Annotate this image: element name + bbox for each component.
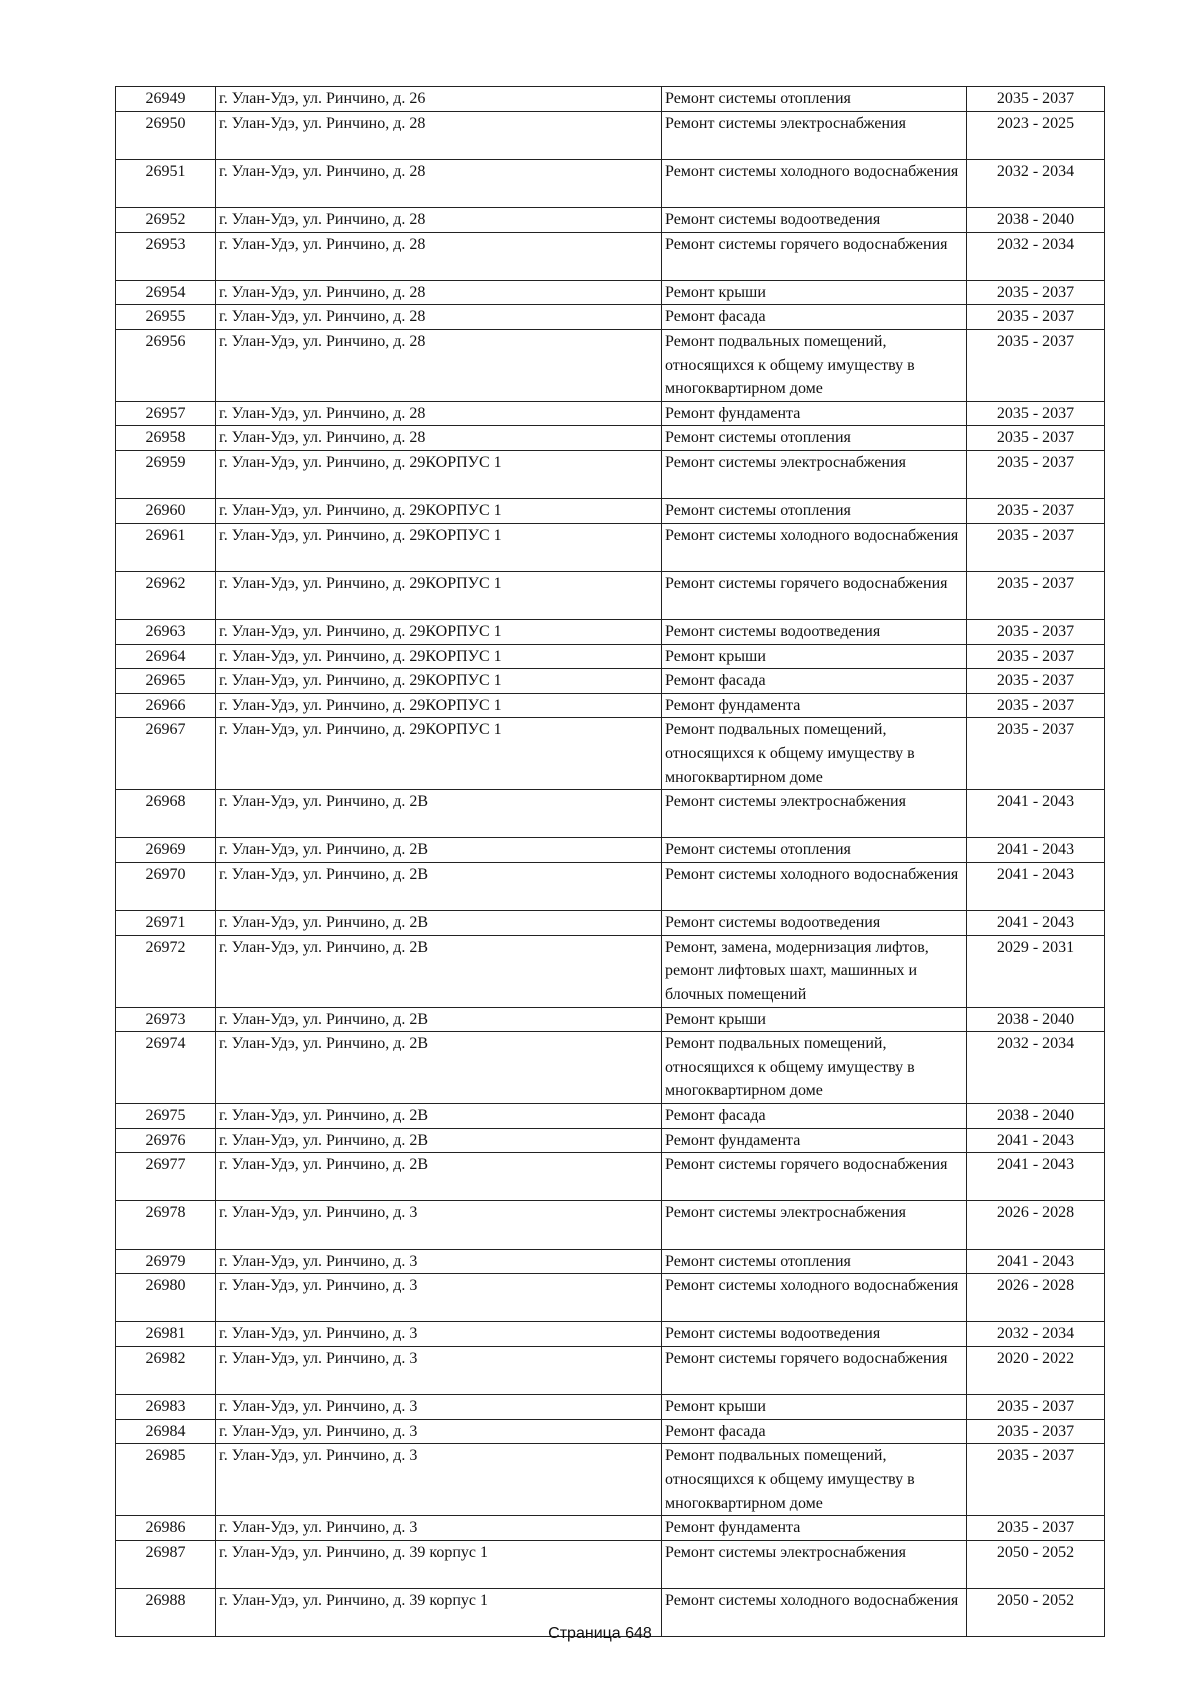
- table-row: [116, 1346, 1105, 1394]
- table-row: [116, 1201, 1105, 1249]
- repair-schedule-table: [115, 86, 1105, 1637]
- table-row: [116, 1419, 1105, 1444]
- row-address: г. Улан-Удэ, ул. Ринчино, д. 28: [216, 111, 662, 159]
- row-period: 2035 - 2037: [967, 280, 1105, 305]
- table-row: [116, 1249, 1105, 1274]
- row-work-type: Ремонт системы холодного водоснабжения: [662, 159, 967, 207]
- table-row: [116, 1540, 1105, 1588]
- row-period: 2041 - 2043: [967, 1153, 1105, 1201]
- row-address: г. Улан-Удэ, ул. Ринчино, д. 29КОРПУС 1: [216, 450, 662, 498]
- row-address: г. Улан-Удэ, ул. Ринчино, д. 28: [216, 426, 662, 451]
- row-work-type: Ремонт системы электроснабжения: [662, 450, 967, 498]
- row-address: г. Улан-Удэ, ул. Ринчино, д. 39 корпус 1: [216, 1588, 662, 1636]
- row-work-type: Ремонт системы отопления: [662, 499, 967, 524]
- row-period: 2032 - 2034: [967, 1322, 1105, 1347]
- row-number: 26981: [116, 1322, 216, 1347]
- row-period: 2041 - 2043: [967, 838, 1105, 863]
- row-work-type: Ремонт крыши: [662, 280, 967, 305]
- row-address: г. Улан-Удэ, ул. Ринчино, д. 3: [216, 1419, 662, 1444]
- table-row: [116, 790, 1105, 838]
- row-number: 26966: [116, 693, 216, 718]
- row-work-type: Ремонт системы электроснабжения: [662, 1201, 967, 1249]
- row-work-type: Ремонт фундамента: [662, 693, 967, 718]
- row-address: г. Улан-Удэ, ул. Ринчино, д. 2В: [216, 863, 662, 911]
- table-row: [116, 232, 1105, 280]
- row-address: г. Улан-Удэ, ул. Ринчино, д. 26: [216, 87, 662, 112]
- row-period: 2050 - 2052: [967, 1588, 1105, 1636]
- row-number: 26964: [116, 644, 216, 669]
- row-work-type: Ремонт системы горячего водоснабжения: [662, 232, 967, 280]
- row-period: 2035 - 2037: [967, 1516, 1105, 1541]
- row-work-type: Ремонт фундамента: [662, 1128, 967, 1153]
- row-number: 26949: [116, 87, 216, 112]
- row-number: 26965: [116, 669, 216, 694]
- row-address: г. Улан-Удэ, ул. Ринчино, д. 29КОРПУС 1: [216, 571, 662, 619]
- row-work-type: Ремонт системы водоотведения: [662, 1322, 967, 1347]
- row-number: 26960: [116, 499, 216, 524]
- row-address: г. Улан-Удэ, ул. Ринчино, д. 2В: [216, 1032, 662, 1104]
- row-number: 26963: [116, 620, 216, 645]
- row-number: 26972: [116, 935, 216, 1007]
- row-period: 2020 - 2022: [967, 1346, 1105, 1394]
- row-period: 2035 - 2037: [967, 426, 1105, 451]
- row-address: г. Улан-Удэ, ул. Ринчино, д. 3: [216, 1201, 662, 1249]
- row-work-type: Ремонт фасада: [662, 669, 967, 694]
- row-work-type: Ремонт системы водоотведения: [662, 911, 967, 936]
- row-address: г. Улан-Удэ, ул. Ринчино, д. 29КОРПУС 1: [216, 669, 662, 694]
- table-row: [116, 450, 1105, 498]
- table-row: [116, 305, 1105, 330]
- row-address: г. Улан-Удэ, ул. Ринчино, д. 2В: [216, 838, 662, 863]
- row-number: 26956: [116, 329, 216, 401]
- row-period: 2050 - 2052: [967, 1540, 1105, 1588]
- row-address: г. Улан-Удэ, ул. Ринчино, д. 28: [216, 207, 662, 232]
- row-number: 26954: [116, 280, 216, 305]
- row-work-type: Ремонт крыши: [662, 1395, 967, 1420]
- row-period: 2041 - 2043: [967, 790, 1105, 838]
- row-work-type: Ремонт системы горячего водоснабжения: [662, 1346, 967, 1394]
- row-work-type: Ремонт фундамента: [662, 1516, 967, 1541]
- row-period: 2026 - 2028: [967, 1201, 1105, 1249]
- row-period: 2038 - 2040: [967, 207, 1105, 232]
- row-work-type: Ремонт подвальных помещений, относящихся к общему имуществу в многоквартирном доме: [662, 718, 967, 790]
- row-number: 26962: [116, 571, 216, 619]
- table-row: [116, 280, 1105, 305]
- row-address: г. Улан-Удэ, ул. Ринчино, д. 2В: [216, 1104, 662, 1129]
- row-period: 2035 - 2037: [967, 87, 1105, 112]
- row-address: г. Улан-Удэ, ул. Ринчино, д. 39 корпус 1: [216, 1540, 662, 1588]
- row-work-type: Ремонт системы отопления: [662, 426, 967, 451]
- row-work-type: Ремонт системы холодного водоснабжения: [662, 1274, 967, 1322]
- row-address: г. Улан-Удэ, ул. Ринчино, д. 29КОРПУС 1: [216, 523, 662, 571]
- row-number: 26952: [116, 207, 216, 232]
- row-address: г. Улан-Удэ, ул. Ринчино, д. 29КОРПУС 1: [216, 499, 662, 524]
- row-number: 26958: [116, 426, 216, 451]
- row-work-type: Ремонт системы электроснабжения: [662, 111, 967, 159]
- row-address: г. Улан-Удэ, ул. Ринчино, д. 3: [216, 1346, 662, 1394]
- row-period: 2035 - 2037: [967, 718, 1105, 790]
- row-period: 2029 - 2031: [967, 935, 1105, 1007]
- row-period: 2035 - 2037: [967, 329, 1105, 401]
- table-row: [116, 159, 1105, 207]
- row-number: 26979: [116, 1249, 216, 1274]
- row-work-type: Ремонт системы холодного водоснабжения: [662, 523, 967, 571]
- row-period: 2041 - 2043: [967, 1128, 1105, 1153]
- row-number: 26953: [116, 232, 216, 280]
- row-work-type: Ремонт системы горячего водоснабжения: [662, 571, 967, 619]
- page-number: Страница 648: [548, 1625, 652, 1642]
- row-period: 2035 - 2037: [967, 450, 1105, 498]
- row-period: 2035 - 2037: [967, 669, 1105, 694]
- row-address: г. Улан-Удэ, ул. Ринчино, д. 28: [216, 280, 662, 305]
- row-period: 2032 - 2034: [967, 232, 1105, 280]
- row-period: 2041 - 2043: [967, 863, 1105, 911]
- table-row: [116, 620, 1105, 645]
- row-address: г. Улан-Удэ, ул. Ринчино, д. 28: [216, 401, 662, 426]
- table-row: [116, 87, 1105, 112]
- row-address: г. Улан-Удэ, ул. Ринчино, д. 3: [216, 1249, 662, 1274]
- table-row: [116, 693, 1105, 718]
- row-address: г. Улан-Удэ, ул. Ринчино, д. 2В: [216, 1007, 662, 1032]
- row-period: 2035 - 2037: [967, 571, 1105, 619]
- table-row: [116, 401, 1105, 426]
- table-row: [116, 1032, 1105, 1104]
- row-period: 2032 - 2034: [967, 159, 1105, 207]
- table-row: [116, 111, 1105, 159]
- row-number: 26974: [116, 1032, 216, 1104]
- table-row: [116, 718, 1105, 790]
- row-work-type: Ремонт системы холодного водоснабжения: [662, 863, 967, 911]
- row-number: 26988: [116, 1588, 216, 1636]
- row-period: 2038 - 2040: [967, 1104, 1105, 1129]
- row-period: 2035 - 2037: [967, 523, 1105, 571]
- row-address: г. Улан-Удэ, ул. Ринчино, д. 29КОРПУС 1: [216, 693, 662, 718]
- row-number: 26975: [116, 1104, 216, 1129]
- row-work-type: Ремонт системы холодного водоснабжения: [662, 1588, 967, 1636]
- row-work-type: Ремонт подвальных помещений, относящихся к общему имуществу в многоквартирном доме: [662, 1444, 967, 1516]
- row-work-type: Ремонт фасада: [662, 305, 967, 330]
- row-work-type: Ремонт системы водоотведения: [662, 207, 967, 232]
- table-row: [116, 1444, 1105, 1516]
- row-work-type: Ремонт, замена, модернизация лифтов, ремонт лифтовых шахт, машинных и блочных помещений: [662, 935, 967, 1007]
- row-period: 2026 - 2028: [967, 1274, 1105, 1322]
- table-row: [116, 1274, 1105, 1322]
- row-number: 26983: [116, 1395, 216, 1420]
- row-address: г. Улан-Удэ, ул. Ринчино, д. 2В: [216, 935, 662, 1007]
- row-work-type: Ремонт системы отопления: [662, 87, 967, 112]
- table-row: [116, 644, 1105, 669]
- row-number: 26959: [116, 450, 216, 498]
- row-address: г. Улан-Удэ, ул. Ринчино, д. 3: [216, 1516, 662, 1541]
- row-number: 26985: [116, 1444, 216, 1516]
- table-row: [116, 911, 1105, 936]
- row-address: г. Улан-Удэ, ул. Ринчино, д. 2В: [216, 1153, 662, 1201]
- table-row: [116, 935, 1105, 1007]
- table-row: [116, 523, 1105, 571]
- row-work-type: Ремонт крыши: [662, 644, 967, 669]
- row-address: г. Улан-Удэ, ул. Ринчино, д. 28: [216, 305, 662, 330]
- table-row: [116, 329, 1105, 401]
- table-row: [116, 426, 1105, 451]
- row-address: г. Улан-Удэ, ул. Ринчино, д. 3: [216, 1274, 662, 1322]
- row-work-type: Ремонт системы водоотведения: [662, 620, 967, 645]
- row-address: г. Улан-Удэ, ул. Ринчино, д. 3: [216, 1322, 662, 1347]
- row-address: г. Улан-Удэ, ул. Ринчино, д. 28: [216, 159, 662, 207]
- row-number: 26987: [116, 1540, 216, 1588]
- table-row: [116, 1007, 1105, 1032]
- row-period: 2035 - 2037: [967, 1444, 1105, 1516]
- row-number: 26980: [116, 1274, 216, 1322]
- row-work-type: Ремонт подвальных помещений, относящихся к общему имуществу в многоквартирном доме: [662, 1032, 967, 1104]
- table-row: [116, 838, 1105, 863]
- table-row: [116, 1153, 1105, 1201]
- row-period: 2035 - 2037: [967, 620, 1105, 645]
- row-period: 2041 - 2043: [967, 1249, 1105, 1274]
- row-work-type: Ремонт системы электроснабжения: [662, 1540, 967, 1588]
- row-number: 26967: [116, 718, 216, 790]
- row-number: 26978: [116, 1201, 216, 1249]
- row-number: 26970: [116, 863, 216, 911]
- row-work-type: Ремонт фундамента: [662, 401, 967, 426]
- row-address: г. Улан-Удэ, ул. Ринчино, д. 2В: [216, 911, 662, 936]
- row-period: 2032 - 2034: [967, 1032, 1105, 1104]
- row-work-type: Ремонт крыши: [662, 1007, 967, 1032]
- row-address: г. Улан-Удэ, ул. Ринчино, д. 29КОРПУС 1: [216, 644, 662, 669]
- table-row: [116, 863, 1105, 911]
- table-row: [116, 1516, 1105, 1541]
- row-period: 2035 - 2037: [967, 401, 1105, 426]
- table-row: [116, 669, 1105, 694]
- row-number: 26977: [116, 1153, 216, 1201]
- row-address: г. Улан-Удэ, ул. Ринчино, д. 29КОРПУС 1: [216, 620, 662, 645]
- row-number: 26969: [116, 838, 216, 863]
- row-address: г. Улан-Удэ, ул. Ринчино, д. 29КОРПУС 1: [216, 718, 662, 790]
- table-row: [116, 499, 1105, 524]
- row-address: г. Улан-Удэ, ул. Ринчино, д. 3: [216, 1444, 662, 1516]
- row-period: 2041 - 2043: [967, 911, 1105, 936]
- row-number: 26971: [116, 911, 216, 936]
- table-row: [116, 571, 1105, 619]
- row-period: 2035 - 2037: [967, 1419, 1105, 1444]
- row-period: 2023 - 2025: [967, 111, 1105, 159]
- table-row: [116, 207, 1105, 232]
- row-period: 2038 - 2040: [967, 1007, 1105, 1032]
- row-period: 2035 - 2037: [967, 305, 1105, 330]
- row-number: 26982: [116, 1346, 216, 1394]
- row-period: 2035 - 2037: [967, 644, 1105, 669]
- row-work-type: Ремонт системы отопления: [662, 1249, 967, 1274]
- table-row: [116, 1128, 1105, 1153]
- row-work-type: Ремонт системы горячего водоснабжения: [662, 1153, 967, 1201]
- row-address: г. Улан-Удэ, ул. Ринчино, д. 2В: [216, 790, 662, 838]
- row-work-type: Ремонт фасада: [662, 1419, 967, 1444]
- table-row: [116, 1395, 1105, 1420]
- row-number: 26968: [116, 790, 216, 838]
- table-row: [116, 1104, 1105, 1129]
- row-number: 26957: [116, 401, 216, 426]
- row-address: г. Улан-Удэ, ул. Ринчино, д. 3: [216, 1395, 662, 1420]
- row-number: 26986: [116, 1516, 216, 1541]
- row-number: 26976: [116, 1128, 216, 1153]
- row-period: 2035 - 2037: [967, 499, 1105, 524]
- row-work-type: Ремонт фасада: [662, 1104, 967, 1129]
- row-number: 26973: [116, 1007, 216, 1032]
- row-work-type: Ремонт подвальных помещений, относящихся к общему имуществу в многоквартирном доме: [662, 329, 967, 401]
- row-address: г. Улан-Удэ, ул. Ринчино, д. 28: [216, 329, 662, 401]
- row-period: 2035 - 2037: [967, 1395, 1105, 1420]
- row-number: 26950: [116, 111, 216, 159]
- table-row: [116, 1322, 1105, 1347]
- row-work-type: Ремонт системы отопления: [662, 838, 967, 863]
- table-body: [116, 87, 1105, 1637]
- row-number: 26961: [116, 523, 216, 571]
- row-work-type: Ремонт системы электроснабжения: [662, 790, 967, 838]
- row-number: 26984: [116, 1419, 216, 1444]
- row-period: 2035 - 2037: [967, 693, 1105, 718]
- row-number: 26951: [116, 159, 216, 207]
- row-address: г. Улан-Удэ, ул. Ринчино, д. 2В: [216, 1128, 662, 1153]
- row-address: г. Улан-Удэ, ул. Ринчино, д. 28: [216, 232, 662, 280]
- row-number: 26955: [116, 305, 216, 330]
